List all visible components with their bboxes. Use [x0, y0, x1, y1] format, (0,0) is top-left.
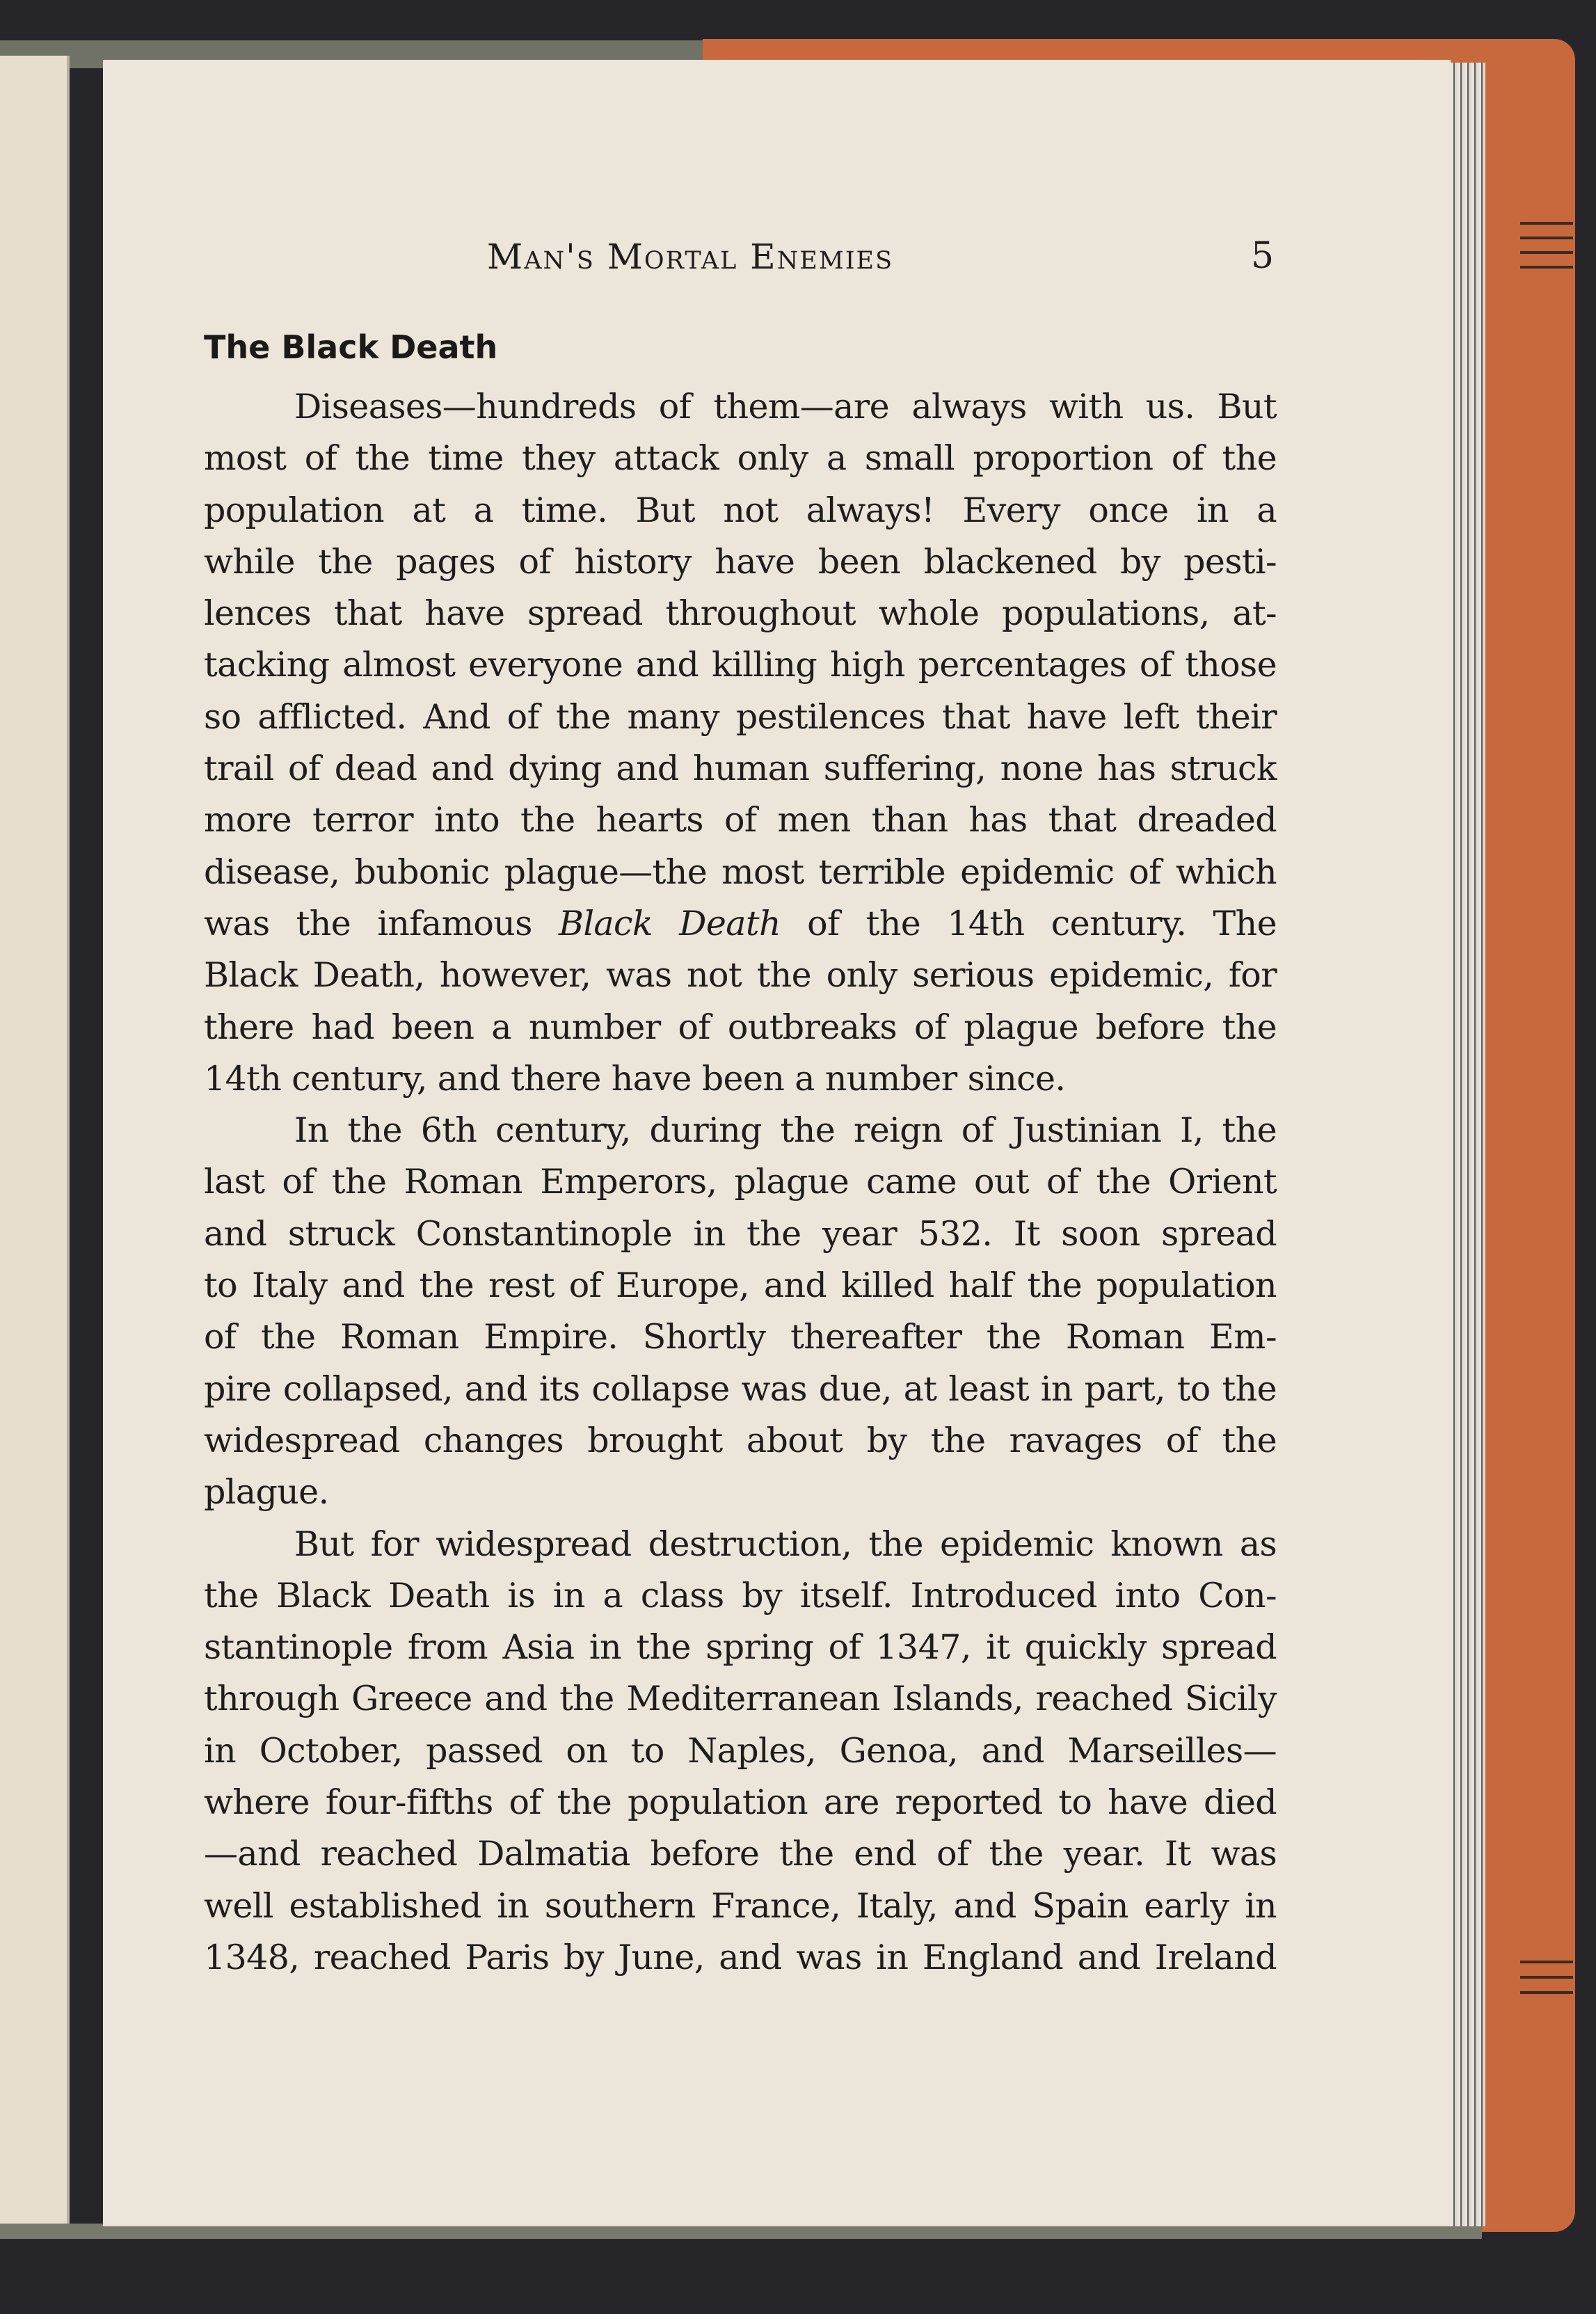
text-line: there had been a number of outbreaks of plague before the [204, 1007, 1277, 1047]
text-line: while the pages of history have been blackened by pesti- [204, 541, 1277, 582]
page-edges [1451, 63, 1485, 2226]
page-number: 5 [1251, 235, 1275, 277]
text-line: pire collapsed, and its collapse was due, at least in part, to the [204, 1369, 1277, 1409]
text-line: to Italy and the rest of Europe, and killed half the population [204, 1266, 1277, 1306]
text-line: in October, passed on to Naples, Genoa, and Marseilles— [204, 1730, 1277, 1771]
cover-decorative-line [1520, 222, 1573, 225]
cover-decorative-line [1520, 1991, 1573, 1994]
text-line: stantinople from Asia in the spring of 1347, it quickly spread [204, 1627, 1277, 1668]
text-line: of the Roman Empire. Shortly thereafter the Roman Em- [204, 1317, 1277, 1357]
text-line: last of the Roman Emperors, plague came out of the Orient [204, 1162, 1277, 1202]
text-line: disease, bubonic plague—the most terrible epidemic of which [204, 852, 1277, 892]
text-line: In the 6th century, during the reign of Justinian I, the [294, 1110, 1277, 1151]
text-line: tacking almost everyone and killing high percentages of those [204, 645, 1277, 685]
running-head: Man's Mortal Enemies [487, 237, 894, 277]
text-line: and struck Constantinople in the year 532. It soon spread [204, 1213, 1277, 1254]
text-line: —and reached Dalmatia before the end of the year. It was [204, 1834, 1277, 1874]
cover-decorative-line [1520, 251, 1573, 254]
text-line: plague. [204, 1472, 329, 1513]
text-line: trail of dead and dying and human suffering, none has struck [204, 749, 1277, 789]
text-line: well established in southern France, Italy, and Spain early in [204, 1885, 1277, 1926]
text-line: most of the time they attack only a small proportion of the [204, 438, 1277, 479]
text-line: lences that have spread throughout whole populations, at- [204, 593, 1277, 634]
text-segment: of the 14th century. The [780, 903, 1277, 943]
text-line: the Black Death is in a class by itself. Introduced into Con- [204, 1575, 1277, 1615]
facing-page-edge [0, 56, 70, 2233]
text-line: 14th century, and there have been a number since. [204, 1058, 1066, 1099]
text-line: Black Death, however, was not the only serious epidemic, for [204, 955, 1277, 996]
cover-decorative-line [1520, 237, 1573, 239]
text-segment: was the infamous [204, 903, 559, 943]
text-line: population at a time. But not always! Every once in a [204, 490, 1277, 530]
text-line: Diseases—hundreds of them—are always with us. But [294, 387, 1277, 426]
text-line: 1348, reached Paris by June, and was in England and Ireland [204, 1937, 1277, 1977]
cover-decorative-line [1520, 266, 1573, 269]
body-text [204, 381, 1277, 1984]
italic-text: Black Death [558, 903, 781, 943]
text-line: so afflicted. And of the many pestilences that have left their [204, 696, 1277, 737]
text-line: But for widespread destruction, the epidemic known as [294, 1524, 1277, 1564]
cover-decorative-line [1520, 1961, 1573, 1963]
text-line: widespread changes brought about by the ravages of the [204, 1420, 1277, 1460]
cover-decorative-line [1520, 1976, 1573, 1979]
text-line: more terror into the hearts of men than has that dreaded [204, 800, 1277, 840]
section-heading: The Black Death [204, 328, 498, 366]
text-line: through Greece and the Mediterranean Islands, reached Sicily [204, 1679, 1277, 1719]
text-line: where four-fifths of the population are reported to have died [204, 1782, 1277, 1823]
text-line [204, 898, 1277, 950]
